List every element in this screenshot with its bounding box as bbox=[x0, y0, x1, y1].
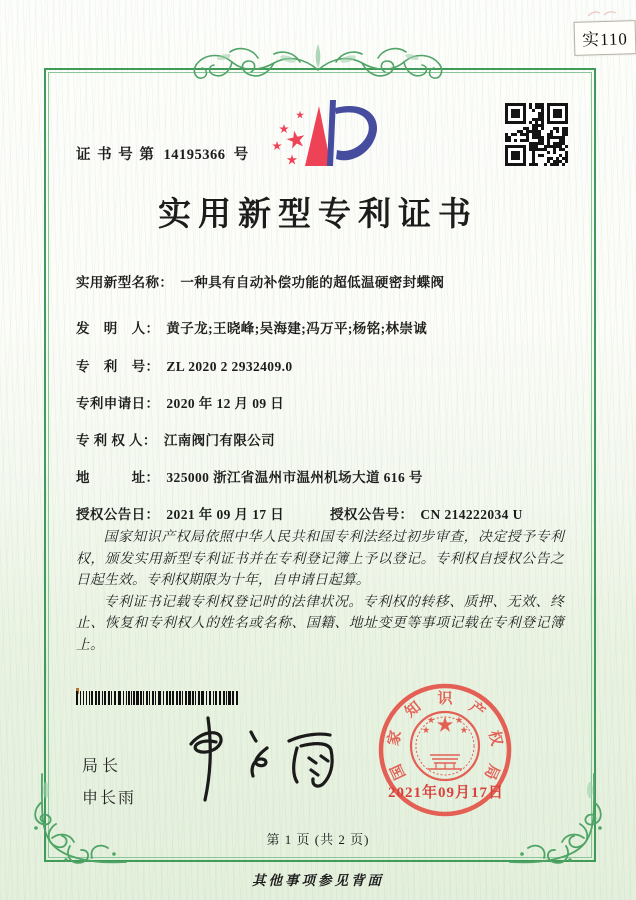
barcode bbox=[76, 688, 246, 706]
certificate-number-label: 证 书 号 第 bbox=[76, 147, 156, 163]
field-label: 实用新型名称： bbox=[76, 275, 174, 290]
svg-text:家: 家 bbox=[385, 729, 405, 748]
field-value: 江南阀门有限公司 bbox=[163, 433, 276, 448]
commissioner-title: 局长 bbox=[82, 758, 123, 775]
certificate-number-suffix: 号 bbox=[233, 147, 250, 163]
grant-date-label: 授权公告日： bbox=[76, 507, 160, 522]
field-label: 专 利 权 人： bbox=[76, 433, 157, 448]
field-patent-number bbox=[76, 355, 562, 375]
back-note: 其他事项参见背面 bbox=[252, 873, 384, 888]
svg-text:权: 权 bbox=[485, 729, 505, 748]
svg-text:产: 产 bbox=[465, 699, 488, 721]
field-grant-announcement bbox=[76, 503, 562, 523]
field-utility-model-name bbox=[76, 271, 562, 291]
page-number: 第 1 页 (共 2 页) bbox=[266, 832, 370, 847]
faint-red-marks bbox=[586, 8, 620, 20]
grant-date-value: 2021 年 09 月 17 日 bbox=[166, 507, 285, 522]
commissioner-name: 申长雨 bbox=[82, 790, 137, 807]
stamp-label: 实110 bbox=[581, 29, 629, 50]
field-label: 专利申请日： bbox=[76, 396, 160, 411]
certificate-number bbox=[76, 143, 250, 164]
field-patentee bbox=[76, 429, 562, 449]
svg-text:国: 国 bbox=[388, 761, 410, 782]
legal-text bbox=[76, 526, 564, 656]
field-value: 2020 年 12 月 09 日 bbox=[166, 396, 285, 411]
field-label: 专 利 号： bbox=[76, 359, 160, 374]
top-flourish-ornament bbox=[186, 40, 450, 98]
grant-number-label: 授权公告号： bbox=[329, 507, 414, 522]
certificate-number-value: 14195366 bbox=[163, 147, 226, 163]
field-inventors bbox=[76, 317, 562, 337]
commissioner-signature bbox=[163, 710, 363, 805]
field-value: 黄子龙;王晓峰;吴海建;冯万平;杨铭;林崇诚 bbox=[166, 321, 428, 336]
legal-paragraph-2: 专利证书记载专利权登记时的法律状况。专利权的转移、质押、无效、终止、恢复和专利权人的姓名或名称、国籍、地址变更等事项记载在专利登记簿上。 bbox=[76, 593, 564, 652]
field-label: 地 址： bbox=[76, 470, 160, 485]
qr-code bbox=[505, 103, 568, 166]
corner-ornament-right bbox=[506, 772, 610, 876]
field-value: 325000 浙江省温州市温州机场大道 616 号 bbox=[166, 470, 423, 485]
svg-text:局: 局 bbox=[480, 761, 502, 782]
field-value: ZL 2020 2 2932409.0 bbox=[166, 359, 293, 374]
field-value: 一种具有自动补偿功能的超低温硬密封蝶阀 bbox=[180, 275, 445, 290]
grant-number-value: CN 214222034 U bbox=[420, 507, 523, 522]
field-label: 发 明 人： bbox=[76, 321, 160, 336]
svg-text:知: 知 bbox=[402, 699, 425, 721]
classification-stamp bbox=[574, 20, 636, 56]
svg-text:识: 识 bbox=[437, 691, 453, 707]
certificate-title: 实用新型专利证书 bbox=[158, 197, 478, 233]
seal-date: 2021年09月17日 bbox=[388, 785, 505, 801]
field-filing-date bbox=[76, 392, 562, 412]
legal-paragraph-1: 国家知识产权局依照中华人民共和国专利法经过初步审查，决定授予专利权，颁发实用新型专利证书并在专利登记簿上予以登记。专利权自授权公告之日起生效。专利权期限为十年，自申请日起算。 bbox=[76, 529, 564, 588]
field-address bbox=[76, 466, 562, 486]
